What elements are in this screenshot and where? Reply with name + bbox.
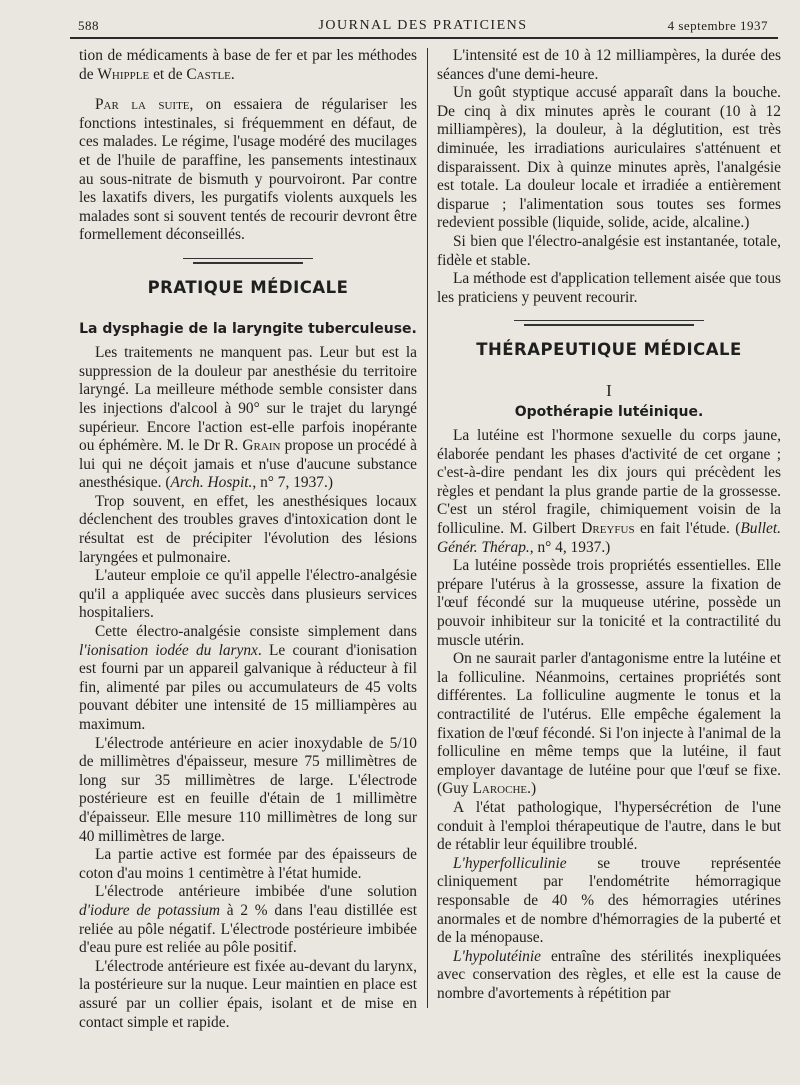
- paragraph: La lutéine possède trois propriétés essentielles. Elle prépare l'utérus à la grossesse, assure la fixation de l'œuf fécondé sur la muqueuse utérine, possède un pouvoir inhibiteur sur la tonicité et la contractilité du muscle utérin.: [437, 557, 781, 649]
- paragraph: L'auteur emploie ce qu'il appelle l'électro-analgésie qu'il a appliquée avec succès dans plusieurs services hospitaliers.: [79, 567, 417, 622]
- section-heading: THÉRAPEUTIQUE MÉDICALE: [476, 340, 742, 360]
- paragraph: On ne saurait parler d'antagonisme entre la lutéine et la folliculine. Néanmoins, certaines propriétés sont différentes. La folliculine augmente le tonus et la contractilité de l'utérus. Elle empêche également la fixation de l'œuf fécondé. Si l'on injecte à l'animal de la folliculine en même temps que la lutéine, il faut employer davantage de lutéine pour que l'œuf se fixe. (Guy Laroche.): [437, 650, 781, 798]
- issue-date: 4 septembre 1937: [667, 18, 768, 33]
- column-divider: [427, 48, 428, 1008]
- author-name: Whipple: [97, 65, 150, 83]
- paragraph: L'intensité est de 10 à 12 milliampères, la durée des séances d'une demi-heure.: [437, 47, 781, 83]
- author-name: Castle: [186, 65, 231, 83]
- journal-title: JOURNAL DES PRATICIENS: [318, 18, 528, 33]
- author-name: Dreyfus: [581, 520, 635, 538]
- author-name: R. Grain: [224, 437, 281, 455]
- paragraph: L'électrode antérieure en acier inoxydable de 5/10 de millimètres d'épaisseur, mesure 75 millimètres de long sur 35 millimètres de large. L'électrode postérieure est en feuille d'étain de 1 millimètre d'épaisseur. Elle mesure 110 millimètres de long sur 40 millimètres de large.: [79, 734, 417, 845]
- article-title: Opothérapie lutéinique.: [514, 403, 704, 420]
- section-ornament: [183, 257, 313, 265]
- paragraph: Trop souvent, en effet, les anesthésiques locaux déclenchent des troubles graves d'intoxication dont le résultat est de précipiter l'évolution des lésions laryngées et pulmonaire.: [79, 492, 417, 566]
- section-heading: PRATIQUE MÉDICALE: [147, 277, 349, 297]
- right-column: [437, 47, 781, 1004]
- paragraph: Si bien que l'électro-analgésie est instantanée, totale, fidèle et stable.: [437, 232, 781, 269]
- paragraph: La lutéine est l'hormone sexuelle du corps jaune, élaborée pendant les phases d'activité de cet organe ; c'est-à-dire pendant les dix jours qui précèdent les règles et pendant la plus grande partie de la grossesse. C'est un stérol fragile, chimiquement voisin de la folliculine. M. Gilbert Dreyfus en fait l'étude. (Bullet. Génér. Thérap., n° 4, 1937.): [437, 427, 781, 556]
- section-ornament: [514, 319, 704, 327]
- header-rule: [70, 37, 778, 39]
- paragraph: Cette électro-analgésie consiste simplement dans l'ionisation iodée du larynx. Le courant d'ionisation est fourni par un appareil galvanique à réducteur à fil fin, alimenté par piles ou accumulateurs de 45 volts pouvant débiter une intensité de 15 milliampères au maximum.: [79, 623, 418, 733]
- citation: Arch. Hospit.: [170, 474, 253, 492]
- paragraph: Un goût styptique accusé apparaît dans la bouche. De cinq à dix minutes après le courant (10 à 12 milliampères), la douleur, à la déglutition, est très diminuée, les irradiations auriculaires s'atténuent et disparaissent. Dix à quinze minutes après, l'analgésie est totale. La douleur locale et irradiée a entièrement disparue ; l'alimentation sous toutes ses formes redevient possible (liquide, solide, acide, alcaline.): [437, 84, 781, 232]
- citation: Bullet. Génér. Thérap.: [437, 520, 781, 556]
- paragraph: Les traitements ne manquent pas. Leur but est la suppression de la douleur par anesthésie du territoire laryngé. La meilleure méthode semble consister dans les injections d'alcool à 90° sur le trajet du laryngé supérieur. Encore l'action est-elle parfois inopérante ou éphémère. M. le Dr R. Grain propose un procédé à lui qui ne déçoit jamais et n'use d'aucune substance anesthésique. (Arch. Hospit., n° 7, 1937.): [79, 344, 417, 492]
- article-number: I: [606, 380, 612, 400]
- left-column: [79, 47, 417, 1032]
- paragraph: L'électrode antérieure imbibée d'une solution d'iodure de potassium à 2 % dans l'eau distillée est reliée au pôle négatif. L'électrode postérieure imbibée d'eau pure est reliée au pôle positif.: [79, 883, 417, 957]
- paragraph: La méthode est d'application tellement aisée que tous les praticiens y peuvent recourir.: [437, 270, 782, 306]
- paragraph: Par la suite, on essaiera de régulariser les fonctions intestinales, si fréquemment en défaut, de ces malades. Le régime, l'usage modéré des mucilages et de l'huile de paraffine, les pansements intestinaux au sous-nitrate de bismuth y pourvoiront. Par contre les laxatifs divers, les purgatifs violents auxquels les malades sont si souvent tentés de recourir devront être formellement déconseillés.: [79, 96, 417, 244]
- page-number: 588: [78, 18, 99, 33]
- paragraph: A l'état pathologique, l'hypersécrétion de l'une conduit à l'emploi thérapeutique de l'autre, dans le but de rétablir leur équilibre troublé.: [437, 798, 781, 854]
- paragraph: L'hyperfolliculinie se trouve représentée cliniquement par l'endométrite hémorragique responsable de 40 % des hémorragies utérines anormales et de nombre d'hémorragies de la puberté et de la ménopause.: [437, 854, 781, 947]
- page-header: [78, 14, 768, 34]
- paragraph: L'électrode antérieure est fixée au-devant du larynx, la postérieure sur la nuque. Leur maintien en place est assuré par un collier épais, isolant et de mise en contact simple et rapide.: [79, 957, 417, 1031]
- paragraph: La partie active est formée par des épaisseurs de coton d'au moins 1 centimètre à l'état humide.: [79, 846, 417, 882]
- article-title: La dysphagie de la laryngite tuberculeuse.: [79, 320, 417, 337]
- continued-paragraph: tion de médicaments à base de fer et par les méthodes de Whipple et de Castle.: [79, 47, 417, 83]
- paragraph: L'hypolutéinie entraîne des stérilités inexpliquées avec conservation des règles, et elle est la cause de nombre d'avortements à répétition par: [437, 947, 781, 1002]
- author-name: Laroche: [472, 780, 528, 798]
